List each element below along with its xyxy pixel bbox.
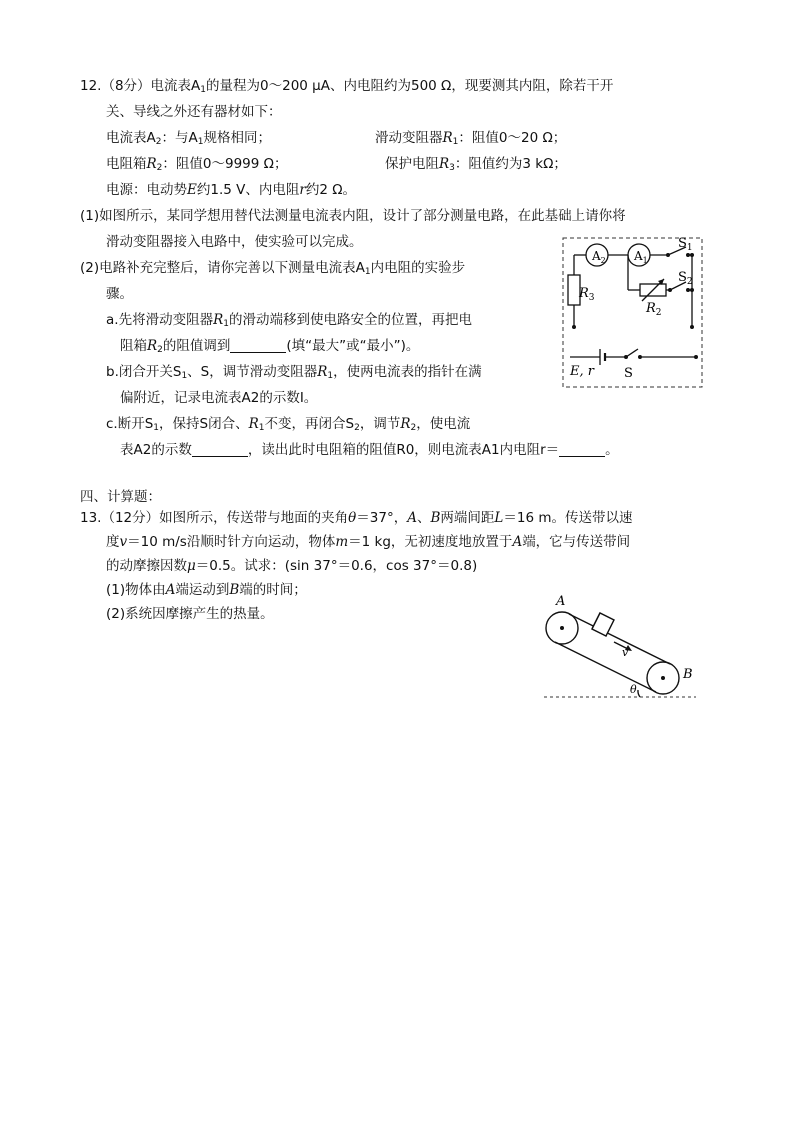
- text: ＝0.5。试求：(sin 37°＝0.6，cos 37°＝0.8): [195, 558, 478, 574]
- text: b.闭合开关S: [106, 364, 182, 380]
- answer-blank-c1[interactable]: [192, 442, 248, 457]
- text: ＝16 m。传送带以速: [503, 510, 633, 526]
- label-b: B: [683, 667, 693, 682]
- equipment-r2: [106, 154, 287, 174]
- step-c-line1: [106, 414, 470, 434]
- text: (2)系统因摩擦产生的热量。: [106, 606, 274, 622]
- subscript: 1: [197, 137, 204, 147]
- symbol: A: [512, 534, 523, 550]
- q13-line3: [106, 556, 477, 576]
- text: c.断开S: [106, 416, 154, 432]
- subscript: 2: [156, 163, 163, 173]
- text: 两端间距: [440, 510, 495, 526]
- text: ，调节: [359, 416, 401, 432]
- label-v: v: [622, 646, 629, 659]
- text: (1)如图所示，某同学想用替代法测量电流表内阻，设计了部分测量电路，在此基础上请你将: [80, 208, 626, 224]
- label-theta: θ: [630, 683, 637, 696]
- q13-sub1: [106, 580, 307, 600]
- subscript: 2: [157, 345, 163, 355]
- text: 的阻值调到: [162, 338, 231, 354]
- symbol: θ: [348, 510, 357, 526]
- symbol: E: [187, 182, 197, 198]
- text: ＝1 kg，无初速度地放置于: [348, 534, 513, 550]
- symbol: A: [165, 582, 176, 598]
- subscript: 2: [354, 423, 360, 433]
- step-c-line2: [120, 440, 619, 460]
- text: (2)电路补充完整后，请你完善以下测量电流表A: [80, 260, 365, 276]
- symbol: m: [335, 534, 349, 550]
- text: 、S，调节滑动变阻器: [187, 364, 318, 380]
- text: 13.（12分）如图所示，传送带与地面的夹角: [80, 510, 349, 526]
- symbol: A: [407, 510, 417, 526]
- subscript: 1: [153, 423, 160, 433]
- q12-intro-line1: [80, 76, 613, 96]
- text: 约1.5 V、内电阻: [196, 182, 300, 198]
- subscript: 1: [200, 85, 207, 95]
- equipment-r1: [375, 128, 566, 148]
- text: 电阻箱: [106, 156, 147, 172]
- subscript: 1: [181, 371, 188, 381]
- symbol: v: [119, 534, 128, 550]
- symbol: B: [430, 510, 441, 526]
- subscript: 1: [258, 423, 265, 433]
- text: ，使电流: [416, 416, 471, 432]
- step-a-line1: [106, 310, 472, 330]
- terminal-dot: [690, 288, 694, 292]
- text: 关、导线之外还有器材如下：: [106, 104, 282, 120]
- symbol: R: [400, 416, 411, 432]
- subscript: 1: [452, 137, 459, 147]
- text: 滑动变阻器: [375, 130, 443, 146]
- answer-blank-c2[interactable]: [559, 442, 605, 457]
- text: ＝10 m/s沿顺时针方向运动，物体: [127, 534, 336, 550]
- r3-label: $R_3$: [579, 286, 595, 303]
- terminal-dot: [686, 253, 690, 257]
- switch-s-blade: [626, 349, 638, 357]
- symbol: r: [299, 182, 306, 198]
- terminal-dot: [690, 325, 694, 329]
- switch-s-label: S: [624, 366, 633, 381]
- text: ＝37°，: [356, 510, 408, 526]
- text: ：阻值0～9999 Ω；: [162, 156, 288, 172]
- q13-line1: [80, 508, 633, 528]
- text: ：阻值约为3 kΩ；: [454, 156, 567, 172]
- text: 、: [416, 510, 431, 526]
- symbol: μ: [187, 558, 196, 574]
- subscript: 3: [449, 163, 455, 173]
- text: (填“最大”或“最小”)。: [286, 338, 420, 354]
- text: 四、计算题：: [80, 489, 161, 505]
- text: 端的时间；: [239, 582, 307, 598]
- text: 表A2的示数: [120, 442, 192, 458]
- text: 端运动到: [175, 582, 230, 598]
- text: ，读出此时电阻箱的阻值R0，则电流表A1内电阻r＝: [247, 442, 560, 458]
- symbol: R: [439, 156, 450, 172]
- symbol: R: [147, 338, 158, 354]
- symbol: R: [442, 130, 453, 146]
- text: 的滑动端移到使电路安全的位置，再把电: [228, 312, 472, 328]
- symbol: R: [146, 156, 157, 172]
- part1-line2: [106, 232, 363, 252]
- text: 度: [106, 534, 120, 550]
- subscript: 1: [223, 319, 229, 329]
- text: 。: [605, 442, 619, 458]
- text: ，使两电流表的指针在满: [333, 364, 482, 380]
- terminal-dot: [624, 355, 628, 359]
- subscript: 1: [327, 371, 334, 381]
- pulley-b-axle: [661, 676, 665, 680]
- equipment-a2: [106, 128, 271, 148]
- text: ，保持S闭合、: [159, 416, 249, 432]
- a2-label: $A_2$: [592, 249, 606, 265]
- text: 阻箱: [120, 338, 147, 354]
- s1-label: $S_1$: [678, 236, 693, 253]
- label-a: A: [556, 594, 566, 609]
- equipment-r3: [385, 154, 567, 174]
- r2-label: $R_2$: [646, 301, 662, 318]
- source-label: E, r: [570, 364, 594, 379]
- angle-arc: [638, 690, 640, 697]
- text: 电流表A: [106, 130, 156, 146]
- terminal-dot: [668, 288, 672, 292]
- equipment-source: [106, 180, 356, 200]
- terminal-dot: [666, 253, 670, 257]
- text: 约2 Ω。: [305, 182, 357, 198]
- q13-line2: [106, 532, 630, 552]
- subscript: 2: [410, 423, 417, 433]
- symbol: R: [248, 416, 259, 432]
- text: 的量程为0～200 μA、内电阻约为500 Ω，现要测其内阻，除若干开: [206, 78, 614, 94]
- part2-line1: [80, 258, 465, 278]
- step-b-line2: [120, 388, 317, 408]
- symbol: R: [213, 312, 224, 328]
- text: 内电阻的实验步: [370, 260, 466, 276]
- symbol: B: [229, 582, 240, 598]
- text: a.先将滑动变阻器: [106, 312, 214, 328]
- text: 保护电阻: [385, 156, 439, 172]
- text: 滑动变阻器接入电路中，使实验可以完成。: [106, 234, 363, 250]
- terminal-dot: [572, 325, 576, 329]
- terminal-dot: [694, 355, 698, 359]
- part1-line1: [80, 206, 626, 226]
- symbol: R: [317, 364, 328, 380]
- terminal-dot: [690, 253, 694, 257]
- section-title: [80, 487, 161, 507]
- q12-intro-line2: [106, 102, 282, 122]
- text: ：与A: [161, 130, 198, 146]
- terminal-dot: [686, 288, 690, 292]
- block: [592, 613, 614, 636]
- a1-label: $A_1$: [634, 249, 648, 265]
- text: (1)物体由: [106, 582, 166, 598]
- terminal-dot: [638, 355, 642, 359]
- q13-sub2: [106, 604, 274, 624]
- text: 偏附近，记录电流表A2的示数I。: [120, 390, 318, 406]
- text: 的动摩擦因数: [106, 558, 187, 574]
- text: 规格相同；: [203, 130, 271, 146]
- step-a-line2: [120, 336, 419, 356]
- text: ：阻值0～20 Ω；: [458, 130, 567, 146]
- subscript: 2: [155, 137, 162, 147]
- answer-blank-a[interactable]: [230, 338, 286, 353]
- text: 电源：电动势: [106, 182, 187, 198]
- part2-line2: [106, 284, 133, 304]
- symbol: L: [494, 510, 504, 526]
- text: 端，它与传送带间: [522, 534, 631, 550]
- circuit-diagram: [560, 235, 706, 391]
- subscript: 1: [364, 267, 371, 277]
- conveyor-belt-diagram: [540, 590, 700, 702]
- pulley-a-axle: [560, 626, 564, 630]
- s2-label: $S_2$: [678, 270, 693, 287]
- text: 骤。: [106, 286, 133, 302]
- step-b-line1: [106, 362, 482, 382]
- text: 12.（8分）电流表A: [80, 78, 201, 94]
- text: 不变，再闭合S: [264, 416, 355, 432]
